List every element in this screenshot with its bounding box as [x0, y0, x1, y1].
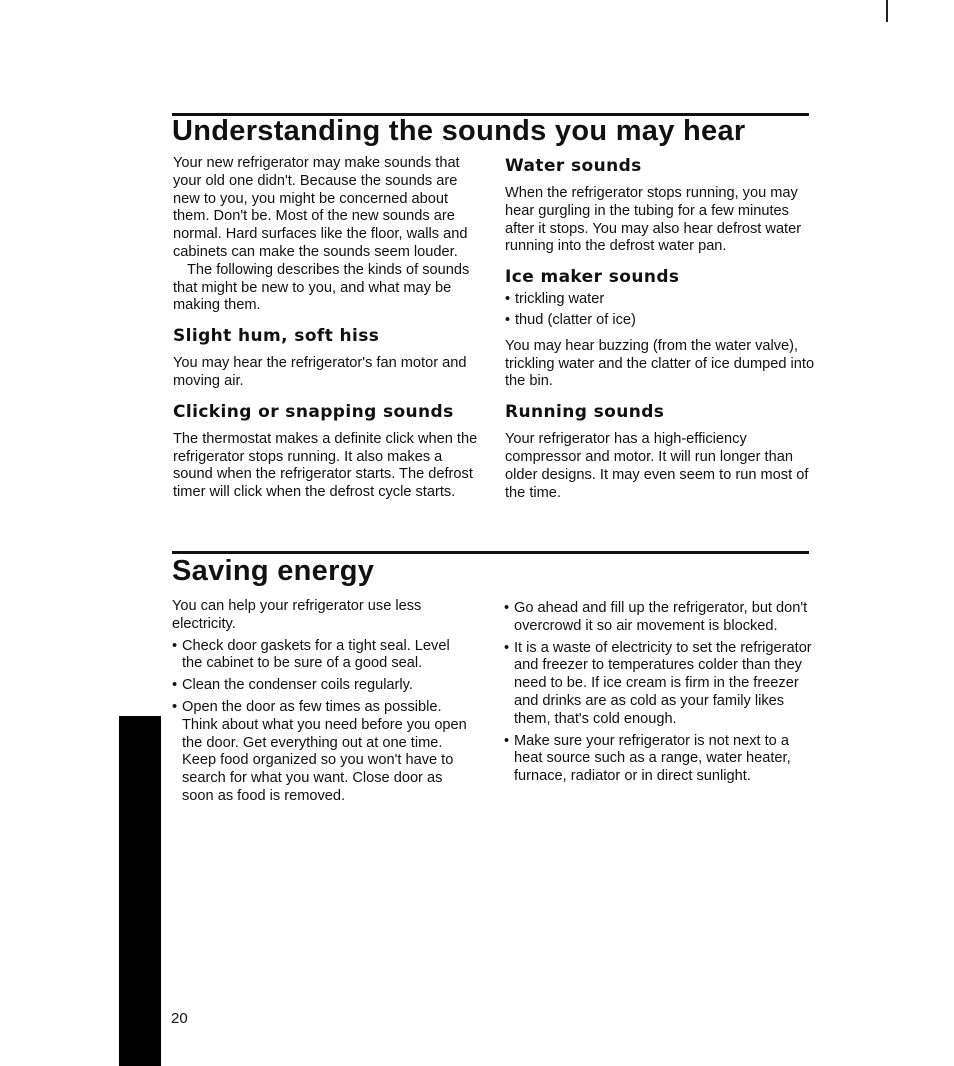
ice-maker-heading: Ice maker sounds: [505, 267, 680, 288]
water-heading: Water sounds: [505, 156, 642, 176]
sounds-intro-paragraph-2: The following describes the kinds of sounds that might be new to you, and what may be making them.: [173, 261, 470, 314]
clicking-heading: Clicking or snapping sounds: [173, 401, 454, 422]
list-item: • Go ahead and fill up the refrigerator, but don't overcrowd it so air movement is blocked.: [504, 600, 814, 636]
energy-right-column: [504, 596, 814, 786]
list-item: • thud (clatter of ice): [505, 312, 815, 330]
list-item: • It is a waste of electricity to set the refrigerator and freezer to temperatures colder than they need to be. If ice cream is firm in the freezer and drinks are as cold as your family likes them, that's cold enough.: [504, 640, 814, 729]
sounds-left-column: [173, 155, 483, 502]
hum-body: You may hear the refrigerator's fan motor and moving air.: [173, 355, 467, 389]
running-heading: Running sounds: [505, 402, 665, 423]
energy-intro-paragraph: You can help your refrigerator use less electricity.: [172, 598, 422, 632]
energy-tips-right: [504, 600, 814, 786]
list-item: • Make sure your refrigerator is not next to a heat source such as a range, water heater, furnace, radiator or in direct sunlight.: [504, 733, 814, 786]
section-rule-energy: [172, 551, 809, 554]
list-item: • Check door gaskets for a tight seal. Level the cabinet to be sure of a good seal.: [172, 638, 472, 674]
list-item: • trickling water: [505, 291, 815, 309]
energy-left-column: [172, 598, 472, 806]
sounds-right-column: [505, 155, 815, 502]
section-edge-tab: [119, 716, 161, 1066]
sounds-intro-paragraph: Your new refrigerator may make sounds that your old one didn't. Because the sounds are new to you, you might be concerned about them. Don't be. Most of the new sounds are normal. Hard surfaces like the floor, walls and cabinets can make the sounds seem louder.: [173, 155, 468, 260]
page-number: 20: [171, 1010, 188, 1027]
sounds-section-title: Understanding the sounds you may hear: [172, 115, 746, 147]
ice-maker-bullet-list: [505, 291, 815, 330]
energy-tips-left: [172, 638, 472, 806]
list-item: • Clean the condenser coils regularly.: [172, 677, 472, 695]
energy-section-title: Saving energy: [172, 555, 375, 587]
water-body: When the refrigerator stops running, you may hear gurgling in the tubing for a few minutes after it stops. You may also hear defrost water running into the defrost water pan.: [505, 185, 802, 255]
hum-heading: Slight hum, soft hiss: [173, 326, 380, 347]
list-item: • Open the door as few times as possible. Think about what you need before you open the door. Get everything out at one time. Keep food organized so you won't have to search for what you want. Close door as soon as food is removed.: [172, 699, 472, 806]
corner-mark: [886, 0, 888, 22]
clicking-body: The thermostat makes a definite click when the refrigerator stops running. It also makes a sound when the refrigerator starts. The defrost timer will click when the defrost cycle starts.: [173, 430, 478, 501]
running-body: Your refrigerator has a high-efficiency compressor and motor. It will run longer than older designs. It may even seem to run most of the time.: [505, 431, 809, 501]
ice-maker-body: You may hear buzzing (from the water valve), trickling water and the clatter of ice dumped into the bin.: [505, 337, 815, 390]
